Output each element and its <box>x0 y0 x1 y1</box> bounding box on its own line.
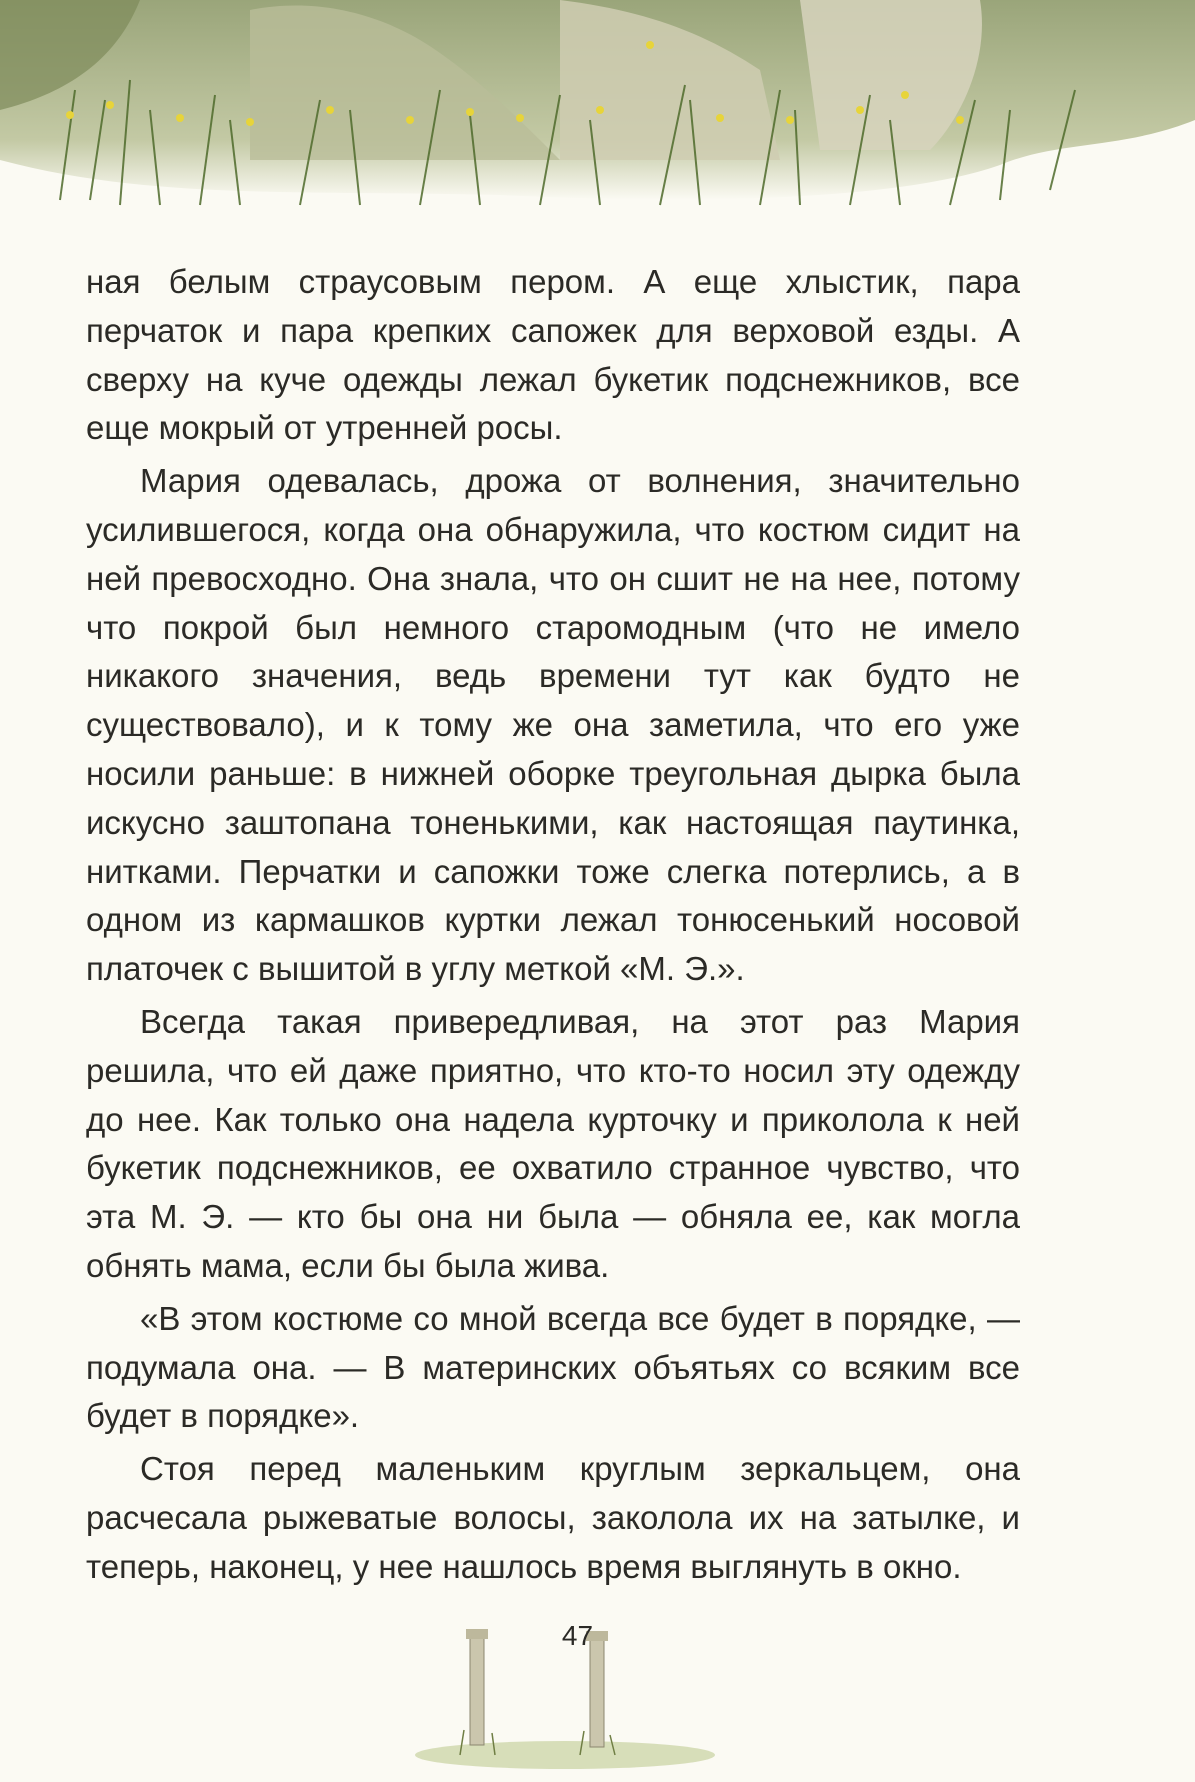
page-number: 47 <box>561 1620 594 1651</box>
paragraph: ная белым страусовым пером. А еще хлыстик, пара перчаток и пара крепких сапожек для верховой езды. А сверху на куче одежды лежал букетик подснежников, все еще мокрый от утренней росы. <box>86 263 1020 447</box>
body-text <box>86 258 1020 1596</box>
paragraph: Стоя перед маленьким круглым зеркальцем, она расчесала рыжеватые волосы, заколола их на затылке, и теперь, наконец, у нее нашлось время выглянуть в окно. <box>86 1450 1020 1585</box>
paragraph: «В этом костюме со мной всегда все будет в порядке, — подумала она. — В материнских объятьях со всяким все будет в порядке». <box>86 1299 1020 1435</box>
paragraph: Всегда такая привередливая, на этот раз Мария решила, что ей даже приятно, что кто-то носил эту одежду до нее. Как только она надела курточку и приколола к ней букетик подснежников, ее охватило странное чувство, что эта М. Э. — кто бы она ни была — обняла ее, как могла обнять мама, если бы была жива. <box>86 1002 1020 1284</box>
paragraph: Мария одевалась, дрожа от волнения, значительно усилившегося, когда она обнаружила, что костюм сидит на ней превосходно. Она знала, что он сшит не на нее, потому что покрой был немного старомодным (что не имело никакого значения, ведь времени тут как будто не существовало), и к тому же она заметила, что его уже носили раньше: в нижней оборке треугольная дырка была искусно заштопана тоненькими, как настоящая паутинка, нитками. Перчатки и сапожки тоже слегка потерлись, а в одном из кармашков куртки лежал тонюсенький носовой платочек с вышитой в углу меткой «М. Э.». <box>86 462 1020 988</box>
top-illustration <box>0 0 1195 215</box>
